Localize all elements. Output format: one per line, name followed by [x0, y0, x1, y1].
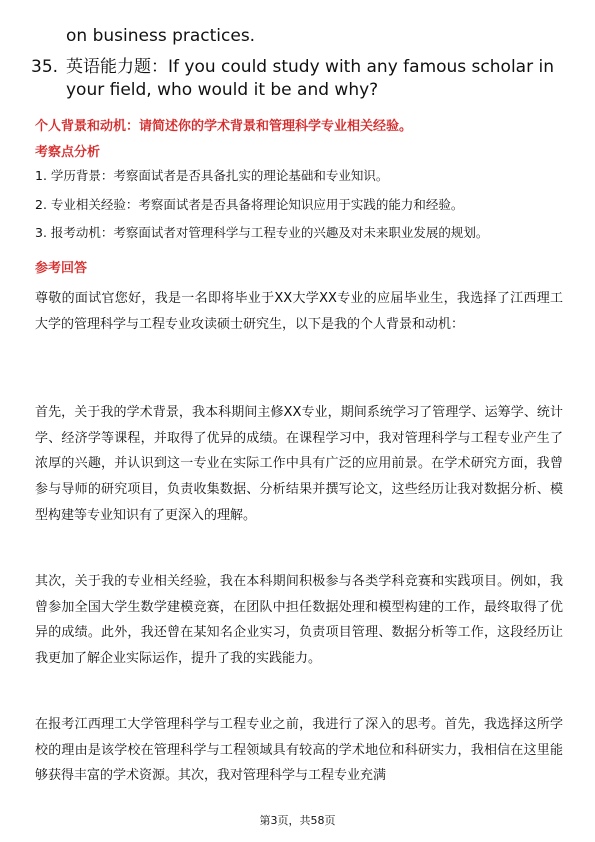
- list-item: 3. 报考动机：考察面试者对管理科学与工程专业的兴趣及对未来职业发展的规划。: [35, 225, 489, 240]
- page-footer: 第3页，共58页: [259, 814, 336, 827]
- answer-paragraph: 尊敬的面试官您好，我是一名即将毕业于XX大学XX专业的应届毕业生，我选择了江西理工大学的管理科学与工程专业攻读硕士研究生，以下是我的个人背景和动机：: [35, 291, 563, 332]
- list-item: 2. 专业相关经验：考察面试者是否具备将理论知识应用于实践的能力和经验。: [35, 196, 464, 212]
- question-number: 35.: [31, 57, 59, 77]
- question-text: 英语能力题：If you could study with any famous scholar in your field, who would it be and why?: [66, 57, 554, 100]
- analysis-list: [35, 166, 565, 252]
- list-item: 1. 学历背景：考察面试者是否具备扎实的理论基础和专业知识。: [35, 168, 389, 183]
- analysis-heading: 考察点分析: [35, 145, 101, 160]
- answer-paragraph: 首先，关于我的学术背景，我本科期间主修XX专业，期间系统学习了管理学、运筹学、统计学、经济学等课程，并取得了优异的成绩。在课程学习中，我对管理科学与工程专业产生了浓厚的兴趣，并认识到这一专业在实际工作中具有广泛的应用前景。在学术研究方面，我曾参与导师的研究项目，负责收集数据、分析结果并撰写论文，这些经历让我对数据分析、模型构建等专业知识有了更深入的理解。: [35, 405, 563, 523]
- answer-paragraph: 其次，关于我的专业相关经验，我在本科期间积极参与各类学科竞赛和实践项目。例如，我曾参加全国大学生数学建模竞赛，在团队中担任数据处理和模型构建的工作，最终取得了优异的成绩。此外，我还曾在某知名企业实习，负责项目管理、数据分析等工作，这段经历让我更加了解企业实际运作，提升了我的实践能力。: [35, 574, 563, 667]
- answer-paragraph: 在报考江西理工大学管理科学与工程专业之前，我进行了深入的思考。首先，我选择这所学校的理由是该学校在管理科学与工程领域具有较高的学术地位和科研实力，我相信在这里能够获得丰富的学术资源。其次，我对管理科学与工程专业充满: [35, 717, 563, 784]
- question-block: [31, 56, 571, 102]
- continuation-text: on business practices.: [66, 26, 256, 46]
- answer-heading: 参考回答: [35, 261, 88, 276]
- section-heading: 个人背景和动机：请简述你的学术背景和管理科学专业相关经验。: [35, 119, 413, 134]
